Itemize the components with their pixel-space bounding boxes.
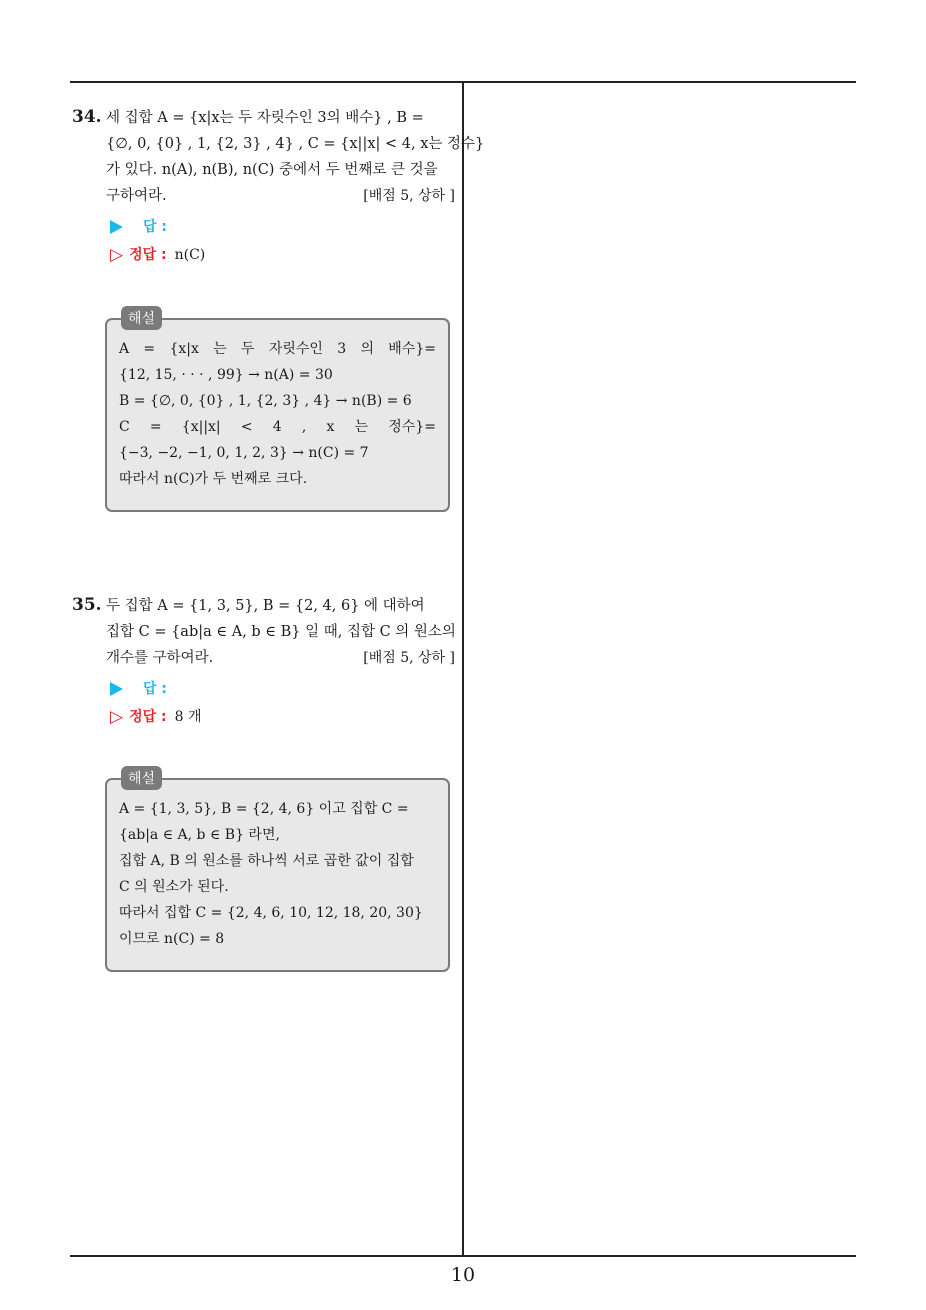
solution-token: 4 — [272, 419, 282, 435]
problem-34 — [72, 104, 485, 269]
solution-token: < — [240, 419, 253, 435]
score-label: [배점 5, 상하 ] — [363, 650, 455, 666]
correct-answer-value: n(C) — [174, 247, 206, 263]
correct-answer-label: 정답 : — [129, 709, 167, 725]
answer-row — [110, 675, 457, 703]
solution-token: , — [301, 419, 307, 435]
solution-token: = — [149, 419, 162, 435]
question-text: 가 있다. n(A), n(B), n(C) 중에서 두 번째로 큰 것을 — [106, 162, 438, 178]
question-line — [72, 157, 457, 183]
problem-35 — [72, 592, 457, 731]
problem-34-question — [72, 104, 485, 209]
solution-token: 배수}= — [388, 341, 436, 357]
question-text: 세 집합 A = {x|x는 두 자릿수인 3의 배수} , B = — [106, 110, 424, 126]
solution-line: 따라서 집합 C = {2, 4, 6, 10, 12, 18, 20, 30} — [119, 905, 423, 921]
question-text: 개수를 구하여라. — [106, 650, 214, 666]
question-line — [72, 131, 485, 157]
question-text: 구하여라. — [106, 188, 167, 204]
question-line — [72, 592, 457, 619]
solution-line: 따라서 n(C)가 두 번째로 크다. — [119, 471, 308, 487]
outline-triangle-icon: ▷ — [110, 245, 124, 265]
solution-token: 3 — [337, 341, 347, 357]
solution-line: {−3, −2, −1, 0, 1, 2, 3} → n(C) = 7 — [119, 445, 369, 461]
solution-line — [119, 336, 436, 362]
solution-token: C — [119, 419, 130, 435]
question-line — [72, 104, 457, 131]
solution-tag: 해설 — [121, 306, 162, 330]
answer-label: 답 : — [143, 219, 167, 235]
answer-row — [110, 213, 457, 241]
solution-box-34 — [105, 311, 450, 512]
score-label: [배점 5, 상하 ] — [363, 188, 455, 204]
question-text: {∅, 0, {0} , 1, {2, 3} , 4} , C = {x||x| < 4, x는 정수} — [106, 136, 485, 152]
solution-line: 집합 A, B 의 원소를 하나씩 서로 곱한 값이 집합 — [119, 853, 414, 869]
solution-line: C 의 원소가 된다. — [119, 879, 229, 895]
solution-token: 의 — [360, 341, 374, 357]
solution-token: 자릿수인 — [268, 341, 323, 357]
question-text: 집합 C = {ab|a ∈ A, b ∈ B} 일 때, 집합 C 의 원소의 — [106, 624, 456, 640]
solution-line: 이므로 n(C) = 8 — [119, 931, 225, 947]
answer-label: 답 : — [143, 681, 167, 697]
solution-token: 정수}= — [388, 419, 436, 435]
correct-answer-label: 정답 : — [129, 247, 167, 263]
question-text: 두 집합 A = {1, 3, 5}, B = {2, 4, 6} 에 대하여 — [106, 598, 425, 614]
solution-token: 는 — [354, 419, 369, 435]
solution-tag: 해설 — [121, 766, 162, 790]
solution-token: 는 — [213, 341, 227, 357]
problem-number: 34. — [72, 107, 102, 127]
footer-rule — [70, 1255, 856, 1257]
correct-answer-row — [110, 241, 457, 269]
solution-line: A = {1, 3, 5}, B = {2, 4, 6} 이고 집합 C = — [119, 801, 409, 817]
question-line — [72, 183, 457, 209]
solution-token: {x|x — [169, 341, 199, 357]
solution-line: {ab|a ∈ A, b ∈ B} 라면, — [119, 827, 280, 843]
outline-triangle-icon: ▷ — [110, 707, 124, 727]
correct-answer-value: 8 개 — [174, 709, 202, 725]
solution-line: B = {∅, 0, {0} , 1, {2, 3} , 4} → n(B) = 6 — [119, 393, 412, 409]
question-line — [72, 619, 457, 645]
problem-number: 35. — [72, 595, 102, 615]
solution-token: {x||x| — [181, 419, 221, 435]
play-triangle-icon — [110, 682, 123, 696]
column-divider — [462, 82, 464, 1256]
solution-box-35 — [105, 771, 450, 972]
problem-35-question — [72, 592, 457, 671]
solution-line — [119, 414, 436, 440]
correct-answer-row — [110, 703, 457, 731]
page-number: 10 — [450, 1264, 476, 1286]
solution-line: {12, 15, · · · , 99} → n(A) = 30 — [119, 367, 333, 383]
question-line — [72, 645, 457, 671]
solution-token: = — [143, 341, 156, 357]
solution-token: x — [326, 419, 335, 435]
solution-token: 두 — [241, 341, 255, 357]
play-triangle-icon — [110, 220, 123, 234]
solution-token: A — [119, 341, 130, 357]
